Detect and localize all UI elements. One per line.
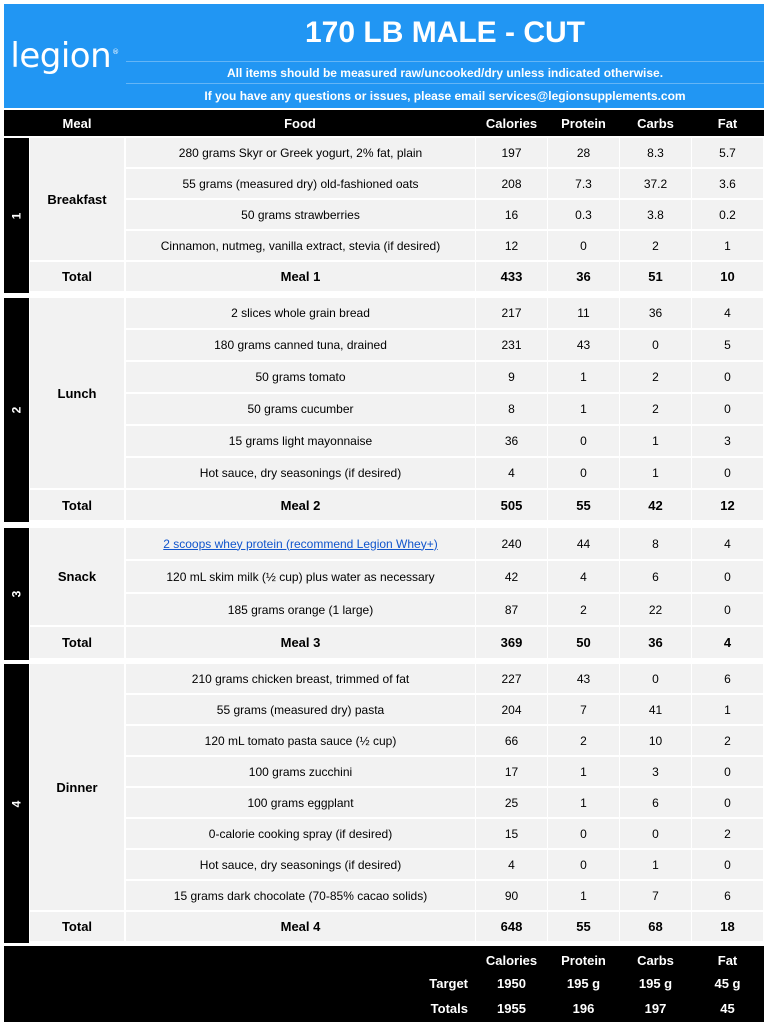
- col-food: Food: [284, 115, 316, 131]
- food-item-label: 0-calorie cooking spray (if desired): [208, 826, 393, 841]
- food-item: [126, 757, 475, 786]
- meal-total-protein: 55: [548, 490, 619, 520]
- food-fat: 0: [692, 362, 763, 392]
- meal-block-lunch: [4, 298, 764, 522]
- meal-number: [4, 298, 29, 522]
- food-fat: 0: [692, 594, 763, 625]
- food-calories: 90: [476, 881, 547, 910]
- food-item-label: 185 grams orange (1 large): [227, 602, 374, 617]
- target-calories: 1950: [497, 975, 526, 991]
- food-carbs: 1: [620, 426, 691, 456]
- meal-total-name: Meal 3: [126, 627, 475, 658]
- food-calories: 4: [476, 458, 547, 488]
- food-fat: 4: [692, 528, 763, 559]
- food-fat: 5.7: [692, 138, 763, 167]
- food-protein: 2: [548, 594, 619, 625]
- meal-total-name: Meal 1: [126, 262, 475, 291]
- food-protein: 1: [548, 394, 619, 424]
- summary-header-calories: Calories: [485, 952, 538, 968]
- meal-name: Breakfast: [30, 138, 124, 260]
- meal-number: [4, 528, 29, 660]
- food-protein: 1: [548, 788, 619, 817]
- whey-protein-link[interactable]: 2 scoops whey protein (recommend Legion Whey+): [163, 536, 438, 551]
- food-calories: 25: [476, 788, 547, 817]
- food-item: [126, 695, 475, 724]
- food-carbs: 3.8: [620, 200, 691, 229]
- meal-number-label: 2: [9, 406, 24, 414]
- food-calories: 42: [476, 561, 547, 592]
- food-item-label: 180 grams canned tuna, drained: [214, 338, 387, 352]
- food-protein: 1: [548, 362, 619, 392]
- target-protein: 195 g: [566, 975, 601, 991]
- food-carbs: 0: [620, 819, 691, 848]
- col-carbs: Carbs: [637, 115, 674, 131]
- food-item-label: 15 grams light mayonnaise: [228, 434, 373, 448]
- meal-name: Snack: [30, 528, 124, 625]
- food-calories: 36: [476, 426, 547, 456]
- food-protein: 0: [548, 458, 619, 488]
- meal-total-fat: 12: [692, 490, 763, 520]
- contact-note: If you have any questions or issues, please email services@legionsupplements.com: [204, 89, 686, 103]
- food-carbs: 41: [620, 695, 691, 724]
- food-item-label: Hot sauce, dry seasonings (if desired): [199, 466, 402, 480]
- meal-total-fat: 18: [692, 912, 763, 941]
- meal-total-protein: 50: [548, 627, 619, 658]
- food-fat: 0.2: [692, 200, 763, 229]
- meal-number: [4, 138, 29, 293]
- food-fat: 0: [692, 394, 763, 424]
- food-fat: 0: [692, 788, 763, 817]
- food-item: [126, 726, 475, 755]
- meal-total-protein: 36: [548, 262, 619, 291]
- food-calories: 217: [476, 298, 547, 328]
- food-calories: 204: [476, 695, 547, 724]
- food-calories: 4: [476, 850, 547, 879]
- measurement-note: All items should be measured raw/uncooked/dry unless indicated otherwise.: [126, 62, 764, 84]
- meal-total-calories: 648: [476, 912, 547, 941]
- food-calories: 16: [476, 200, 547, 229]
- meal-total-calories: 505: [476, 490, 547, 520]
- food-item: [126, 426, 475, 456]
- food-carbs: 10: [620, 726, 691, 755]
- food-protein: 0: [548, 819, 619, 848]
- food-carbs: 36: [620, 298, 691, 328]
- meal-number: [4, 664, 29, 943]
- food-item-label: 50 grams cucumber: [247, 402, 354, 416]
- food-item: [126, 458, 475, 488]
- food-carbs: 7: [620, 881, 691, 910]
- food-carbs: 37.2: [620, 169, 691, 198]
- food-item: [126, 664, 475, 693]
- totals-carbs: 197: [644, 1000, 667, 1016]
- target-fat: 45 g: [714, 975, 741, 991]
- food-calories: 66: [476, 726, 547, 755]
- food-item: [126, 200, 475, 229]
- food-fat: 5: [692, 330, 763, 360]
- food-item: [126, 819, 475, 848]
- meal-block-breakfast: [4, 138, 764, 293]
- food-calories: 12: [476, 231, 547, 260]
- food-carbs: 2: [620, 394, 691, 424]
- food-protein: 0.3: [548, 200, 619, 229]
- legion-logo: [4, 4, 125, 108]
- food-fat: 2: [692, 819, 763, 848]
- food-item-label: 15 grams dark chocolate (70-85% cacao solids): [173, 888, 428, 903]
- food-calories: 17: [476, 757, 547, 786]
- target-label: Target: [429, 975, 468, 991]
- food-fat: 2: [692, 726, 763, 755]
- food-fat: 0: [692, 757, 763, 786]
- food-item: [126, 394, 475, 424]
- food-protein: 7: [548, 695, 619, 724]
- col-calories: Calories: [485, 115, 538, 131]
- food-item-label: 280 grams Skyr or Greek yogurt, 2% fat, plain: [178, 145, 423, 160]
- food-carbs: 0: [620, 330, 691, 360]
- meal-block-dinner: [4, 664, 764, 943]
- summary-header-protein: Protein: [561, 952, 606, 968]
- col-protein: Protein: [561, 115, 606, 131]
- food-item: [126, 169, 475, 198]
- food-item-label: 55 grams (measured dry) pasta: [216, 702, 385, 717]
- food-calories: 240: [476, 528, 547, 559]
- meal-number-label: 3: [9, 590, 24, 598]
- food-fat: 0: [692, 561, 763, 592]
- col-meal: Meal: [62, 115, 92, 131]
- food-calories: 87: [476, 594, 547, 625]
- food-protein: 43: [548, 330, 619, 360]
- meal-total-fat: 10: [692, 262, 763, 291]
- food-calories: 8: [476, 394, 547, 424]
- col-fat: Fat: [717, 115, 738, 131]
- column-header-row: [4, 110, 764, 136]
- meal-total-name: Meal 4: [126, 912, 475, 941]
- food-item: [126, 231, 475, 260]
- food-carbs: 2: [620, 362, 691, 392]
- food-protein: 43: [548, 664, 619, 693]
- food-calories: 208: [476, 169, 547, 198]
- food-fat: 0: [692, 458, 763, 488]
- food-item-label: 100 grams eggplant: [247, 795, 354, 810]
- totals-label: Totals: [430, 1000, 468, 1016]
- meal-total-carbs: 42: [620, 490, 691, 520]
- food-carbs: 1: [620, 458, 691, 488]
- meal-total-protein: 55: [548, 912, 619, 941]
- food-item: [126, 788, 475, 817]
- food-protein: 0: [548, 426, 619, 456]
- food-item-label: 120 mL tomato pasta sauce (½ cup): [204, 733, 397, 748]
- meal-total-fat: 4: [692, 627, 763, 658]
- food-calories: 227: [476, 664, 547, 693]
- food-item-label: Cinnamon, nutmeg, vanilla extract, stevia (if desired): [160, 238, 441, 253]
- food-protein: 1: [548, 881, 619, 910]
- meal-name: Lunch: [30, 298, 124, 488]
- totals-protein: 196: [572, 1000, 595, 1016]
- target-carbs: 195 g: [638, 975, 673, 991]
- meal-total-carbs: 68: [620, 912, 691, 941]
- food-fat: 1: [692, 231, 763, 260]
- summary-header-carbs: Carbs: [637, 952, 674, 968]
- meal-block-snack: [4, 528, 764, 660]
- meal-total-label: Total: [30, 262, 124, 291]
- meal-total-label: Total: [30, 490, 124, 520]
- food-item-label: 2 slices whole grain bread: [231, 306, 370, 320]
- totals-calories: 1955: [497, 1000, 526, 1016]
- food-item-label: 50 grams strawberries: [241, 207, 360, 222]
- page-title: 170 LB MALE - CUT: [126, 4, 764, 62]
- food-protein: 4: [548, 561, 619, 592]
- food-fat: 3: [692, 426, 763, 456]
- food-protein: 0: [548, 850, 619, 879]
- food-calories: 15: [476, 819, 547, 848]
- food-protein: 1: [548, 757, 619, 786]
- food-protein: 44: [548, 528, 619, 559]
- logo-text: legion: [10, 36, 112, 76]
- meal-total-calories: 433: [476, 262, 547, 291]
- trademark-mark: ®: [112, 48, 119, 56]
- food-item: [126, 330, 475, 360]
- food-calories: 231: [476, 330, 547, 360]
- food-item: [126, 298, 475, 328]
- meal-number-label: 1: [9, 212, 24, 219]
- food-carbs: 1: [620, 850, 691, 879]
- food-calories: 197: [476, 138, 547, 167]
- food-carbs: 6: [620, 561, 691, 592]
- food-item-label: Hot sauce, dry seasonings (if desired): [199, 857, 402, 872]
- food-fat: 6: [692, 664, 763, 693]
- summary-footer: [4, 946, 764, 1022]
- food-item: [126, 561, 475, 592]
- food-item: [126, 881, 475, 910]
- food-fat: 4: [692, 298, 763, 328]
- meal-total-carbs: 36: [620, 627, 691, 658]
- food-carbs: 22: [620, 594, 691, 625]
- food-item-label: 50 grams tomato: [255, 370, 346, 384]
- totals-fat: 45: [720, 1000, 735, 1016]
- food-protein: 2: [548, 726, 619, 755]
- food-protein: 7.3: [548, 169, 619, 198]
- food-fat: 6: [692, 881, 763, 910]
- food-protein: 0: [548, 231, 619, 260]
- food-item-label: 210 grams chicken breast, trimmed of fat: [191, 671, 410, 686]
- food-protein: 28: [548, 138, 619, 167]
- meal-total-label: Total: [30, 912, 124, 941]
- food-carbs: 8.3: [620, 138, 691, 167]
- meal-name: Dinner: [30, 664, 124, 910]
- food-item: [126, 594, 475, 625]
- food-item-label: 120 mL skim milk (½ cup) plus water as necessary: [166, 569, 435, 584]
- food-item-label: 100 grams zucchini: [248, 764, 353, 779]
- food-item: [126, 850, 475, 879]
- meal-total-calories: 369: [476, 627, 547, 658]
- meal-total-label: Total: [30, 627, 124, 658]
- summary-header-fat: Fat: [717, 952, 738, 968]
- food-carbs: 6: [620, 788, 691, 817]
- food-carbs: 8: [620, 528, 691, 559]
- food-fat: 1: [692, 695, 763, 724]
- meal-number-label: 4: [9, 800, 24, 807]
- food-carbs: 2: [620, 231, 691, 260]
- food-item: [126, 362, 475, 392]
- food-item: [126, 528, 475, 559]
- meal-total-name: Meal 2: [126, 490, 475, 520]
- food-item: [126, 138, 475, 167]
- food-carbs: 3: [620, 757, 691, 786]
- food-calories: 9: [476, 362, 547, 392]
- food-fat: 0: [692, 850, 763, 879]
- meal-total-carbs: 51: [620, 262, 691, 291]
- food-carbs: 0: [620, 664, 691, 693]
- food-protein: 11: [548, 298, 619, 328]
- food-item-label: 55 grams (measured dry) old-fashioned oats: [182, 176, 419, 191]
- food-fat: 3.6: [692, 169, 763, 198]
